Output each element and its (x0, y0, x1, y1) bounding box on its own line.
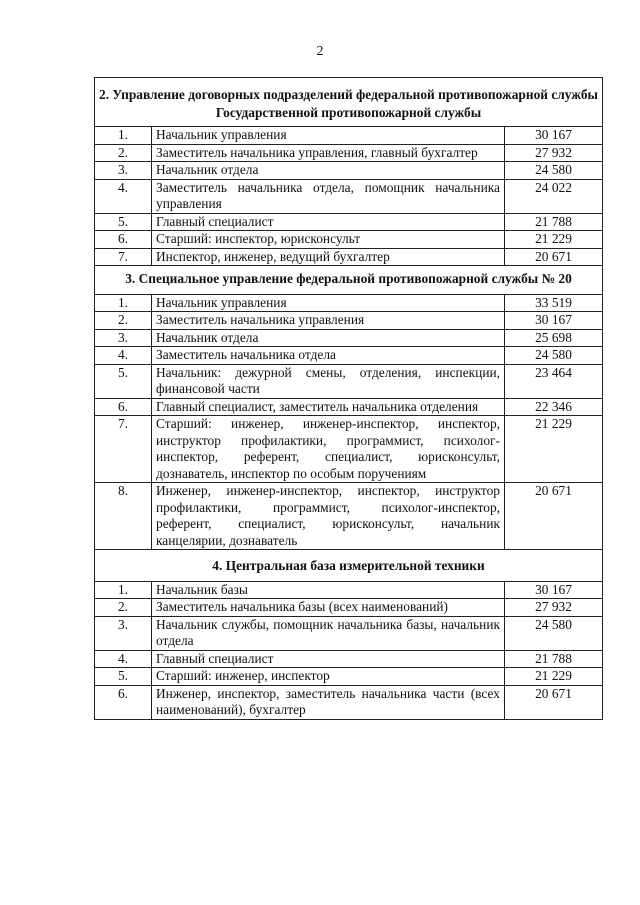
position-title: Инспектор, инженер, ведущий бухгалтер (152, 248, 505, 266)
row-number: 5. (95, 364, 152, 398)
salary-amount: 30 167 (505, 127, 603, 145)
table-row (95, 650, 603, 668)
table-row (95, 127, 603, 145)
salary-amount: 24 022 (505, 179, 603, 213)
table-row (95, 294, 603, 312)
position-title: Начальник отдела (152, 162, 505, 180)
position-title: Начальник управления (152, 127, 505, 145)
position-title: Начальник базы (152, 581, 505, 599)
row-number: 8. (95, 483, 152, 550)
position-title: Заместитель начальника базы (всех наименований) (152, 599, 505, 617)
salary-amount: 27 932 (505, 599, 603, 617)
salary-amount: 20 671 (505, 483, 603, 550)
salary-amount: 21 788 (505, 650, 603, 668)
section-title: 3. Специальное управление федеральной противопожарной службы № 20 (95, 266, 603, 295)
table-row (95, 599, 603, 617)
row-number: 1. (95, 581, 152, 599)
section-header-row (95, 266, 603, 295)
table-row (95, 329, 603, 347)
salary-amount: 25 698 (505, 329, 603, 347)
table-row (95, 616, 603, 650)
section-title: 2. Управление договорных подразделений федеральной противопожарной службы Государственной противопожарной службы (95, 78, 603, 127)
row-number: 2. (95, 312, 152, 330)
salary-amount: 30 167 (505, 312, 603, 330)
salary-amount: 21 229 (505, 231, 603, 249)
table-row (95, 162, 603, 180)
position-title: Начальник: дежурной смены, отделения, инспекции, финансовой части (152, 364, 505, 398)
row-number: 4. (95, 650, 152, 668)
position-title: Заместитель начальника отдела, помощник начальника управления (152, 179, 505, 213)
section-header-row (95, 78, 603, 127)
table-row (95, 398, 603, 416)
position-title: Заместитель начальника отдела (152, 347, 505, 365)
row-number: 3. (95, 329, 152, 347)
position-title: Начальник службы, помощник начальника базы, начальник отдела (152, 616, 505, 650)
table-row (95, 179, 603, 213)
position-title: Инженер, инженер-инспектор, инспектор, инструктор профилактики, программист, психолог-инспектор, референт, специалист, юрисконсульт, начальник канцелярии, дознаватель (152, 483, 505, 550)
salary-amount: 22 346 (505, 398, 603, 416)
salary-amount: 27 932 (505, 144, 603, 162)
table-row (95, 347, 603, 365)
salary-amount: 23 464 (505, 364, 603, 398)
row-number: 7. (95, 416, 152, 483)
row-number: 3. (95, 616, 152, 650)
position-title: Старший: инспектор, юрисконсульт (152, 231, 505, 249)
position-title: Начальник отдела (152, 329, 505, 347)
salary-amount: 21 788 (505, 213, 603, 231)
table-row (95, 685, 603, 719)
salary-amount: 20 671 (505, 248, 603, 266)
position-title: Старший: инженер, инспектор (152, 668, 505, 686)
salary-amount: 33 519 (505, 294, 603, 312)
salary-amount: 24 580 (505, 616, 603, 650)
row-number: 6. (95, 398, 152, 416)
position-title: Начальник управления (152, 294, 505, 312)
row-number: 2. (95, 144, 152, 162)
salary-amount: 20 671 (505, 685, 603, 719)
row-number: 6. (95, 231, 152, 249)
table-row (95, 213, 603, 231)
table-row (95, 416, 603, 483)
row-number: 1. (95, 294, 152, 312)
position-title: Заместитель начальника управления (152, 312, 505, 330)
row-number: 4. (95, 347, 152, 365)
position-title: Главный специалист (152, 650, 505, 668)
row-number: 5. (95, 668, 152, 686)
position-title: Главный специалист (152, 213, 505, 231)
salary-amount: 24 580 (505, 162, 603, 180)
position-title: Главный специалист, заместитель начальника отделения (152, 398, 505, 416)
table-row (95, 483, 603, 550)
row-number: 6. (95, 685, 152, 719)
salary-amount: 21 229 (505, 668, 603, 686)
salary-amount: 24 580 (505, 347, 603, 365)
row-number: 2. (95, 599, 152, 617)
table-row (95, 248, 603, 266)
page-number: 2 (316, 44, 324, 59)
position-title: Заместитель начальника управления, главный бухгалтер (152, 144, 505, 162)
table-row (95, 364, 603, 398)
row-number: 1. (95, 127, 152, 145)
salary-amount: 30 167 (505, 581, 603, 599)
position-title: Инженер, инспектор, заместитель начальника части (всех наименований), бухгалтер (152, 685, 505, 719)
row-number: 7. (95, 248, 152, 266)
table-row (95, 581, 603, 599)
salary-amount: 21 229 (505, 416, 603, 483)
row-number: 4. (95, 179, 152, 213)
row-number: 5. (95, 213, 152, 231)
table-row (95, 231, 603, 249)
table-row (95, 312, 603, 330)
section-header-row (95, 550, 603, 582)
salary-table (94, 77, 603, 720)
position-title: Старший: инженер, инженер-инспектор, инспектор, инструктор профилактики, программист, психолог-инспектор, референт, специалист, юрисконсульт, дознаватель, инспектор по особым поручениям (152, 416, 505, 483)
section-title: 4. Центральная база измерительной техники (95, 550, 603, 582)
table-row (95, 668, 603, 686)
table-row (95, 144, 603, 162)
row-number: 3. (95, 162, 152, 180)
